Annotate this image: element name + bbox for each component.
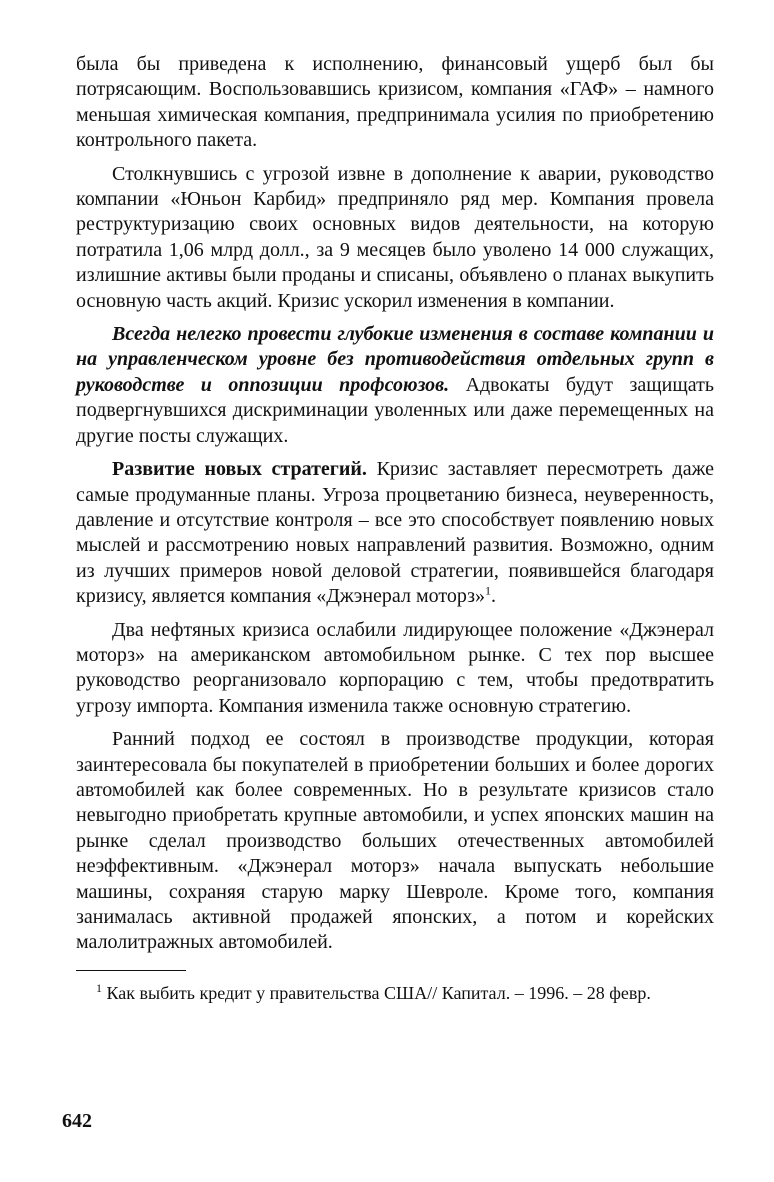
paragraph-text: Два нефтяных кризиса ослабили лидирующее положение «Джэнерал моторз» на американском автомобильном рынке. С тех пор высшее руководство реорганизовало корпорацию с тем, чтобы предотвратить угрозу импорта. Компания изменила также основную стратегию. — [76, 618, 714, 717]
footnote-reference: 1 — [484, 583, 491, 598]
footnote-text: Как выбить кредит у правительства США// Капитал. – 1996. – 28 февр. — [102, 982, 651, 1003]
paragraph-early-approach — [76, 727, 714, 956]
emphasized-statement: Всегда нелегко провести глубокие изменения в составе компании и на управленческом уровне без противодействия отдельных групп в руководстве и оппозиции профсоюзов. — [76, 323, 714, 396]
section-run-in-heading: Развитие новых стратегий. — [112, 458, 367, 481]
paragraph-tail: . — [490, 585, 496, 608]
paragraph-text: Ранний подход ее состоял в производстве продукции, которая заинтересовала бы покупателей в приобретении больших и более дорогих автомобилей как более современных. Но в результате кризисов стало невыгодно приобретать крупные автомобили, и успех японских машин на рынке сделал производство больших отечественных автомобилей неэффективным. «Джэнерал моторз» начала выпускать небольшие машины, сохраняя старую марку Шевроле. Кроме того, компания занималась активной продажей японских, а потом и корейских малолитражных автомобилей. — [76, 728, 714, 954]
paragraph-new-strategies — [76, 457, 714, 609]
paragraph-union-carbide — [76, 162, 714, 314]
paragraph-text: Кризис заставляет пересмотреть даже самые продуманные планы. Угроза процветанию бизнеса, неуверенность, давление и отсутствие контроля – все это способствует появлению новых мыслей и рассмотрению новых направлений развития. Возможно, одним из лучших примеров новой деловой стратегии, появившейся благодаря кризису, является компания «Джэнерал моторз» — [76, 458, 714, 608]
paragraph-text: была бы приведена к исполнению, финансовый ущерб был бы потрясающим. Воспользовавшись кризисом, компания «ГАФ» – намного меньшая химическая компания, предпринимала усилия по приобретению контрольного пакета. — [76, 53, 714, 152]
paragraph-text: Адвокаты будут защищать подвергнувшихся дискриминации уволенных или даже перемещенных на другие посты служащих. — [76, 373, 714, 447]
paragraph-oil-crises — [76, 618, 714, 720]
paragraph-continuation — [76, 52, 714, 154]
page-number: 642 — [62, 1110, 92, 1132]
footnote — [76, 981, 714, 1005]
footnote-mark: 1 — [96, 980, 102, 995]
paragraph-text: Столкнувшись с угрозой извне в дополнение к аварии, руководство компании «Юньон Карбид» предприняло ряд мер. Компания провела реструктуризацию своих основных видов деятельности, на которую потратила 1,06 млрд долл., за 9 месяцев было уволено 14 000 служащих, излишние активы были проданы и списаны, объявлено о планах выкупить основную часть акций. Кризис ускорил изменения в компании. — [76, 162, 714, 312]
footnote-divider — [76, 970, 186, 971]
paragraph-changes — [76, 322, 714, 449]
